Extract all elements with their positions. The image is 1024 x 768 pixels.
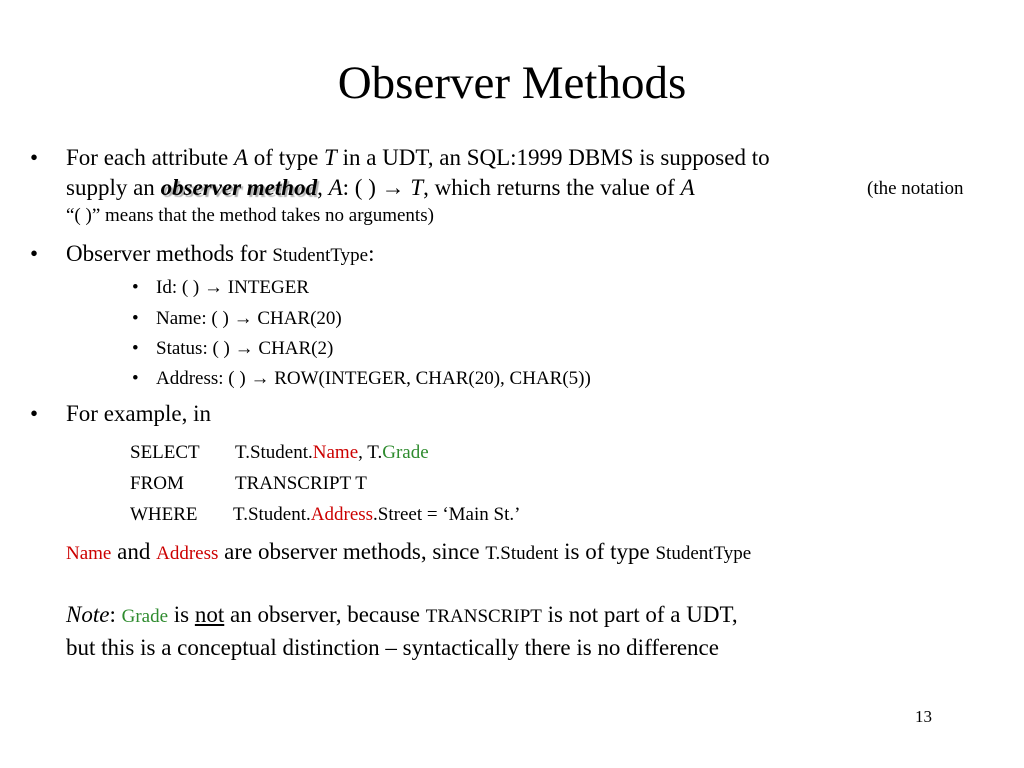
bullet-1-line-1 xyxy=(66,143,770,173)
text-run: INTEGER xyxy=(223,277,310,298)
bullet-1-line-3: “( )” means that the method takes no arguments) xyxy=(66,205,434,226)
bullet-marker: • xyxy=(30,145,39,170)
t-student: T.Student xyxy=(485,543,559,564)
sub-bullet-item xyxy=(156,366,591,392)
type-t: T xyxy=(324,145,337,170)
bullet-marker: • xyxy=(30,401,39,426)
bullet-1-line-2 xyxy=(66,173,695,203)
text-run: Address: ( ) xyxy=(156,368,251,389)
bullet-marker: • xyxy=(30,241,39,266)
text-run: .Street = ‘Main St.’ xyxy=(373,504,521,525)
slide-title: Observer Methods xyxy=(337,57,687,109)
text-run: : ( ) xyxy=(342,175,382,200)
observer-method-term: observer method xyxy=(160,175,318,200)
attribute-a: A xyxy=(328,175,343,200)
text-run: Id: ( ) xyxy=(156,277,205,298)
text-run: For each attribute xyxy=(66,145,234,170)
text-run: Status: ( ) xyxy=(156,338,235,359)
text-run: of type xyxy=(248,145,325,170)
address-method: Address xyxy=(156,543,219,564)
sql-where-keyword: WHERE xyxy=(130,504,198,525)
arrow-icon: → xyxy=(234,338,254,359)
bullet-1-notation: (the notation xyxy=(867,178,964,199)
sub-bullet-item xyxy=(156,275,309,301)
sql-from-clause: TRANSCRIPT T xyxy=(235,473,367,494)
type-t: T xyxy=(410,175,424,200)
text-run: : xyxy=(368,241,375,266)
arrow-icon: → xyxy=(381,175,405,200)
grade-attribute: Grade xyxy=(382,442,429,463)
text-run: T.Student. xyxy=(233,504,311,525)
bullet-3-text: For example, in xyxy=(66,401,211,426)
arrow-icon: → xyxy=(233,308,253,329)
text-run: in a UDT, an SQL:1999 DBMS is supposed to xyxy=(336,145,770,170)
page-number: 13 xyxy=(915,707,932,726)
attribute-a: A xyxy=(680,175,695,200)
text-run: , which returns the value of xyxy=(423,175,681,200)
note-line-1 xyxy=(66,600,738,632)
type-name: StudentType xyxy=(272,245,369,266)
text-run: CHAR(2) xyxy=(253,338,334,359)
sql-from-keyword: FROM xyxy=(130,473,184,494)
sub-bullet-marker: • xyxy=(132,338,139,359)
text-run: , xyxy=(317,175,329,200)
sql-where-clause xyxy=(233,502,520,528)
text-run: is xyxy=(168,602,195,627)
sub-bullet-item xyxy=(156,336,333,362)
text-run: Name: ( ) xyxy=(156,308,234,329)
sub-bullet-item xyxy=(156,306,342,332)
sql-select-keyword: SELECT xyxy=(130,442,200,463)
grade-attribute: Grade xyxy=(121,606,169,627)
sql-select-clause xyxy=(235,440,429,466)
text-run: is of type xyxy=(558,539,656,564)
bullet-2-text xyxy=(66,239,374,271)
explanation-line xyxy=(66,537,751,569)
arrow-icon: → xyxy=(204,277,224,298)
name-method: Name xyxy=(312,442,359,463)
text-run: supply an xyxy=(66,175,161,200)
sub-bullet-marker: • xyxy=(132,277,139,298)
sub-bullet-marker: • xyxy=(132,308,139,329)
note-label: Note xyxy=(66,602,110,627)
text-run: ROW(INTEGER, CHAR(20), CHAR(5)) xyxy=(269,368,591,389)
text-run: , T. xyxy=(358,442,383,463)
arrow-icon: → xyxy=(250,368,270,389)
note-line-2: but this is a conceptual distinction – syntactically there is no difference xyxy=(66,635,719,660)
not-emphasis: not xyxy=(194,602,225,627)
text-run: Observer methods for xyxy=(66,241,273,266)
attribute-a: A xyxy=(233,145,249,170)
text-run: is not part of a UDT, xyxy=(541,602,738,627)
sub-bullet-marker: • xyxy=(132,368,139,389)
text-run: are observer methods, since xyxy=(218,539,486,564)
transcript-name: TRANSCRIPT xyxy=(425,606,542,627)
name-method: Name xyxy=(66,543,112,564)
text-run: and xyxy=(111,539,157,564)
text-run: an observer, because xyxy=(224,602,426,627)
text-run: CHAR(20) xyxy=(252,308,342,329)
address-method: Address xyxy=(310,504,374,525)
type-name: StudentType xyxy=(655,543,752,564)
text-run: : xyxy=(109,602,122,627)
text-run: T.Student. xyxy=(235,442,313,463)
